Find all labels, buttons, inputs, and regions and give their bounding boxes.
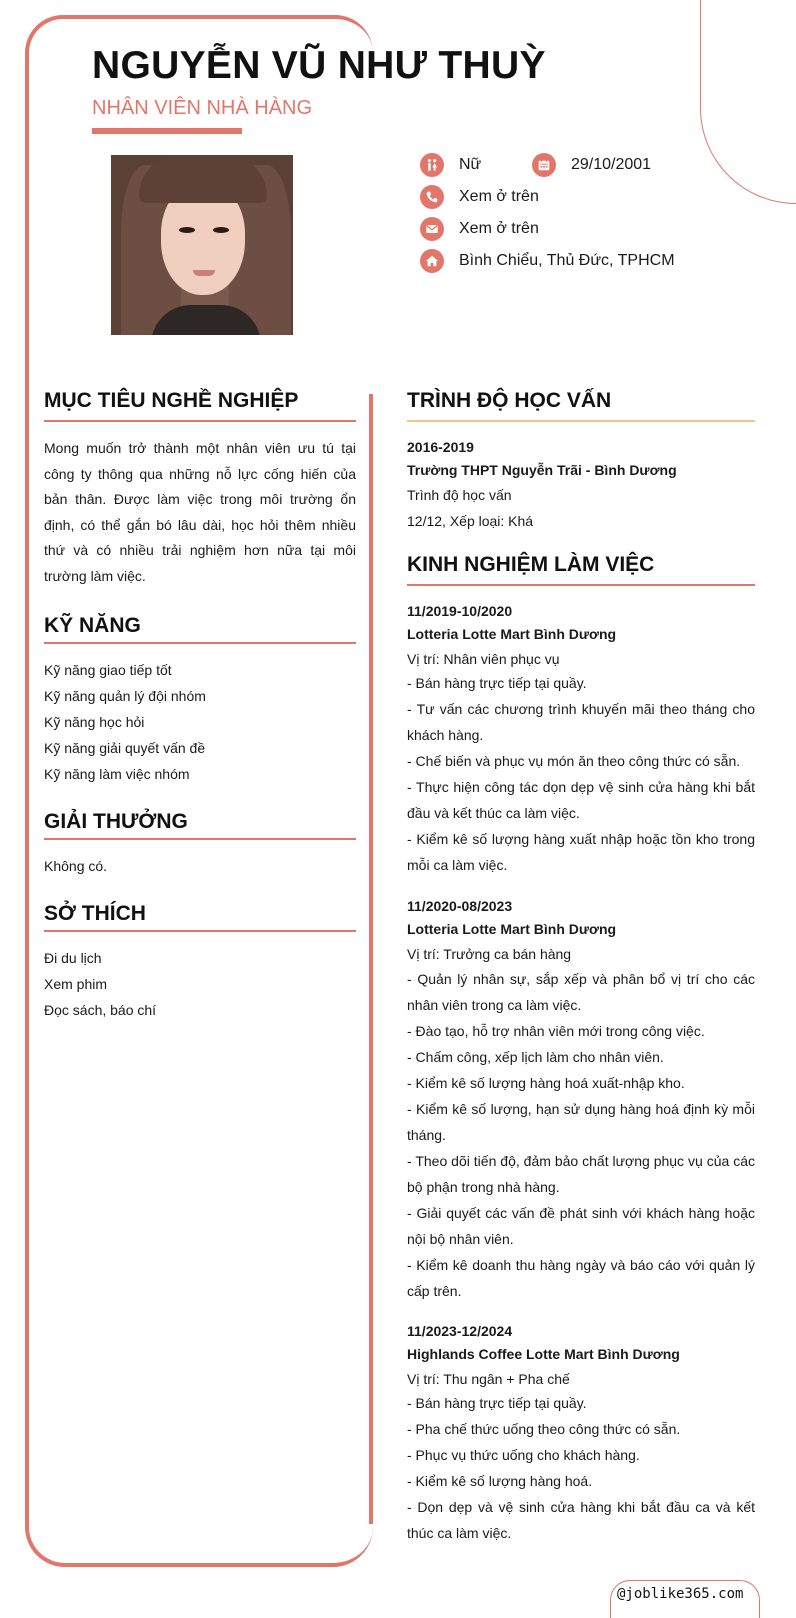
column-divider: [369, 394, 373, 1524]
awards-divider: [44, 838, 356, 840]
job-duty: - Đào tạo, hỗ trợ nhân viên mới trong công việc.: [407, 1023, 705, 1039]
awards-heading: GIẢI THƯỞNG: [44, 810, 188, 833]
experience-divider: [407, 584, 755, 586]
candidate-name: NGUYỄN VŨ NHƯ THUỲ: [92, 44, 546, 87]
job-position: Vị trí: Nhân viên phục vụ: [407, 651, 560, 667]
skill-item: Kỹ năng quản lý đội nhóm: [44, 688, 206, 704]
skill-item: Kỹ năng làm việc nhóm: [44, 766, 190, 782]
job-duty: - Bán hàng trực tiếp tại quầy.: [407, 1395, 587, 1411]
hobby-item: Xem phim: [44, 976, 108, 992]
skills-divider: [44, 642, 356, 644]
job-title: NHÂN VIÊN NHÀ HÀNG: [92, 97, 313, 119]
hobbies-heading: SỞ THÍCH: [44, 902, 146, 925]
hobby-item: Đi du lịch: [44, 950, 102, 966]
job-company: Lotteria Lotte Mart Bình Dương: [407, 921, 617, 937]
job-duty: - Pha chế thức uống theo công thức có sẵn.: [407, 1421, 681, 1437]
job-company: Lotteria Lotte Mart Bình Dương: [407, 626, 617, 642]
job-position: Vị trí: Thu ngân + Pha chế: [407, 1371, 570, 1387]
home-icon: [420, 249, 444, 273]
education-school: Trường THPT Nguyễn Trãi - Bình Dương: [407, 462, 677, 478]
job-period: 11/2023-12/2024: [407, 1323, 513, 1339]
gender-icon: [420, 153, 444, 177]
address-value: Bình Chiểu, Thủ Đức, TPHCM: [459, 252, 675, 269]
skills-heading: KỸ NĂNG: [44, 614, 141, 637]
education-line: Trình độ học vấn: [407, 487, 512, 503]
job-position: Vị trí: Trưởng ca bán hàng: [407, 946, 572, 962]
job-period: 11/2020-08/2023: [407, 898, 513, 914]
job-duty: - Kiểm kê số lượng hàng xuất nhập hoặc tồn kho trong mỗi ca làm việc.: [407, 831, 755, 873]
career-goal-divider: [44, 420, 356, 422]
birthday-value: 29/10/2001: [571, 156, 652, 173]
skill-item: Kỹ năng giải quyết vấn đề: [44, 740, 206, 756]
hobby-item: Đọc sách, báo chí: [44, 1002, 157, 1018]
job-period: 11/2019-10/2020: [407, 603, 513, 619]
site-watermark: @joblike365.com: [617, 1586, 744, 1602]
calendar-icon: [532, 153, 556, 177]
experience-heading: KINH NGHIỆM LÀM VIỆC: [407, 553, 655, 576]
skill-item: Kỹ năng học hỏi: [44, 714, 145, 730]
job-duty: - Kiểm kê số lượng hàng hoá xuất-nhập kho.: [407, 1075, 685, 1091]
education-period: 2016-2019: [407, 439, 474, 455]
email-icon: [420, 217, 444, 241]
job-company: Highlands Coffee Lotte Mart Bình Dương: [407, 1346, 680, 1362]
education-heading: TRÌNH ĐỘ HỌC VẤN: [407, 389, 612, 412]
job-duty: - Thực hiện công tác dọn dẹp vệ sinh cửa hàng khi bắt đầu và kết thúc ca làm việc.: [407, 779, 755, 821]
gender-value: Nữ: [459, 156, 482, 173]
job-duty: - Kiểm kê số lượng, hạn sử dụng hàng hoá định kỳ mỗi tháng.: [407, 1101, 755, 1143]
phone-value: Xem ở trên: [459, 188, 539, 205]
education-line: 12/12, Xếp loại: Khá: [407, 513, 534, 529]
email-value: Xem ở trên: [459, 220, 539, 237]
job-duty: - Quản lý nhân sự, sắp xếp và phân bổ vị trí cho các nhân viên trong ca làm việc.: [407, 971, 755, 1013]
skill-item: Kỹ năng giao tiếp tốt: [44, 662, 172, 678]
job-duty: - Dọn dẹp và vệ sinh cửa hàng khi bắt đầu ca và kết thúc ca làm việc.: [407, 1499, 755, 1541]
profile-photo: [111, 155, 293, 335]
job-duty: - Theo dõi tiến độ, đảm bảo chất lượng phục vụ của các bộ phận trong nhà hàng.: [407, 1153, 755, 1195]
job-duty: - Phục vụ thức uống cho khách hàng.: [407, 1447, 640, 1463]
education-divider: [407, 420, 755, 422]
job-duty: - Kiểm kê doanh thu hàng ngày và báo cáo với quản lý cấp trên.: [407, 1257, 755, 1299]
phone-icon: [420, 185, 444, 209]
job-duty: - Chấm công, xếp lịch làm cho nhân viên.: [407, 1049, 664, 1065]
job-duty: - Tư vấn các chương trình khuyến mãi theo tháng cho khách hàng.: [407, 701, 755, 743]
corner-decoration: [700, 0, 796, 204]
job-duty: - Bán hàng trực tiếp tại quầy.: [407, 675, 587, 691]
title-underline: [92, 128, 242, 134]
award-item: Không có.: [44, 858, 108, 874]
career-goal-heading: MỤC TIÊU NGHỀ NGHIỆP: [44, 389, 299, 412]
job-duty: - Chế biến và phục vụ món ăn theo công thức có sẵn.: [407, 753, 741, 769]
career-goal-text: Mong muốn trở thành một nhân viên ưu tú tại công ty thông qua những nỗ lực cống hiến của bản thân. Được làm việc trong môi trường ổn định, có thể gắn bó lâu dài, học hỏi thêm nhiều thứ và có nhiều trải nghiệm hơn nữa tại môi trường làm việc.: [44, 440, 356, 584]
job-duty: - Giải quyết các vấn đề phát sinh với khách hàng hoặc nội bộ nhân viên.: [407, 1205, 755, 1247]
hobbies-divider: [44, 930, 356, 932]
job-duty: - Kiểm kê số lượng hàng hoá.: [407, 1473, 593, 1489]
